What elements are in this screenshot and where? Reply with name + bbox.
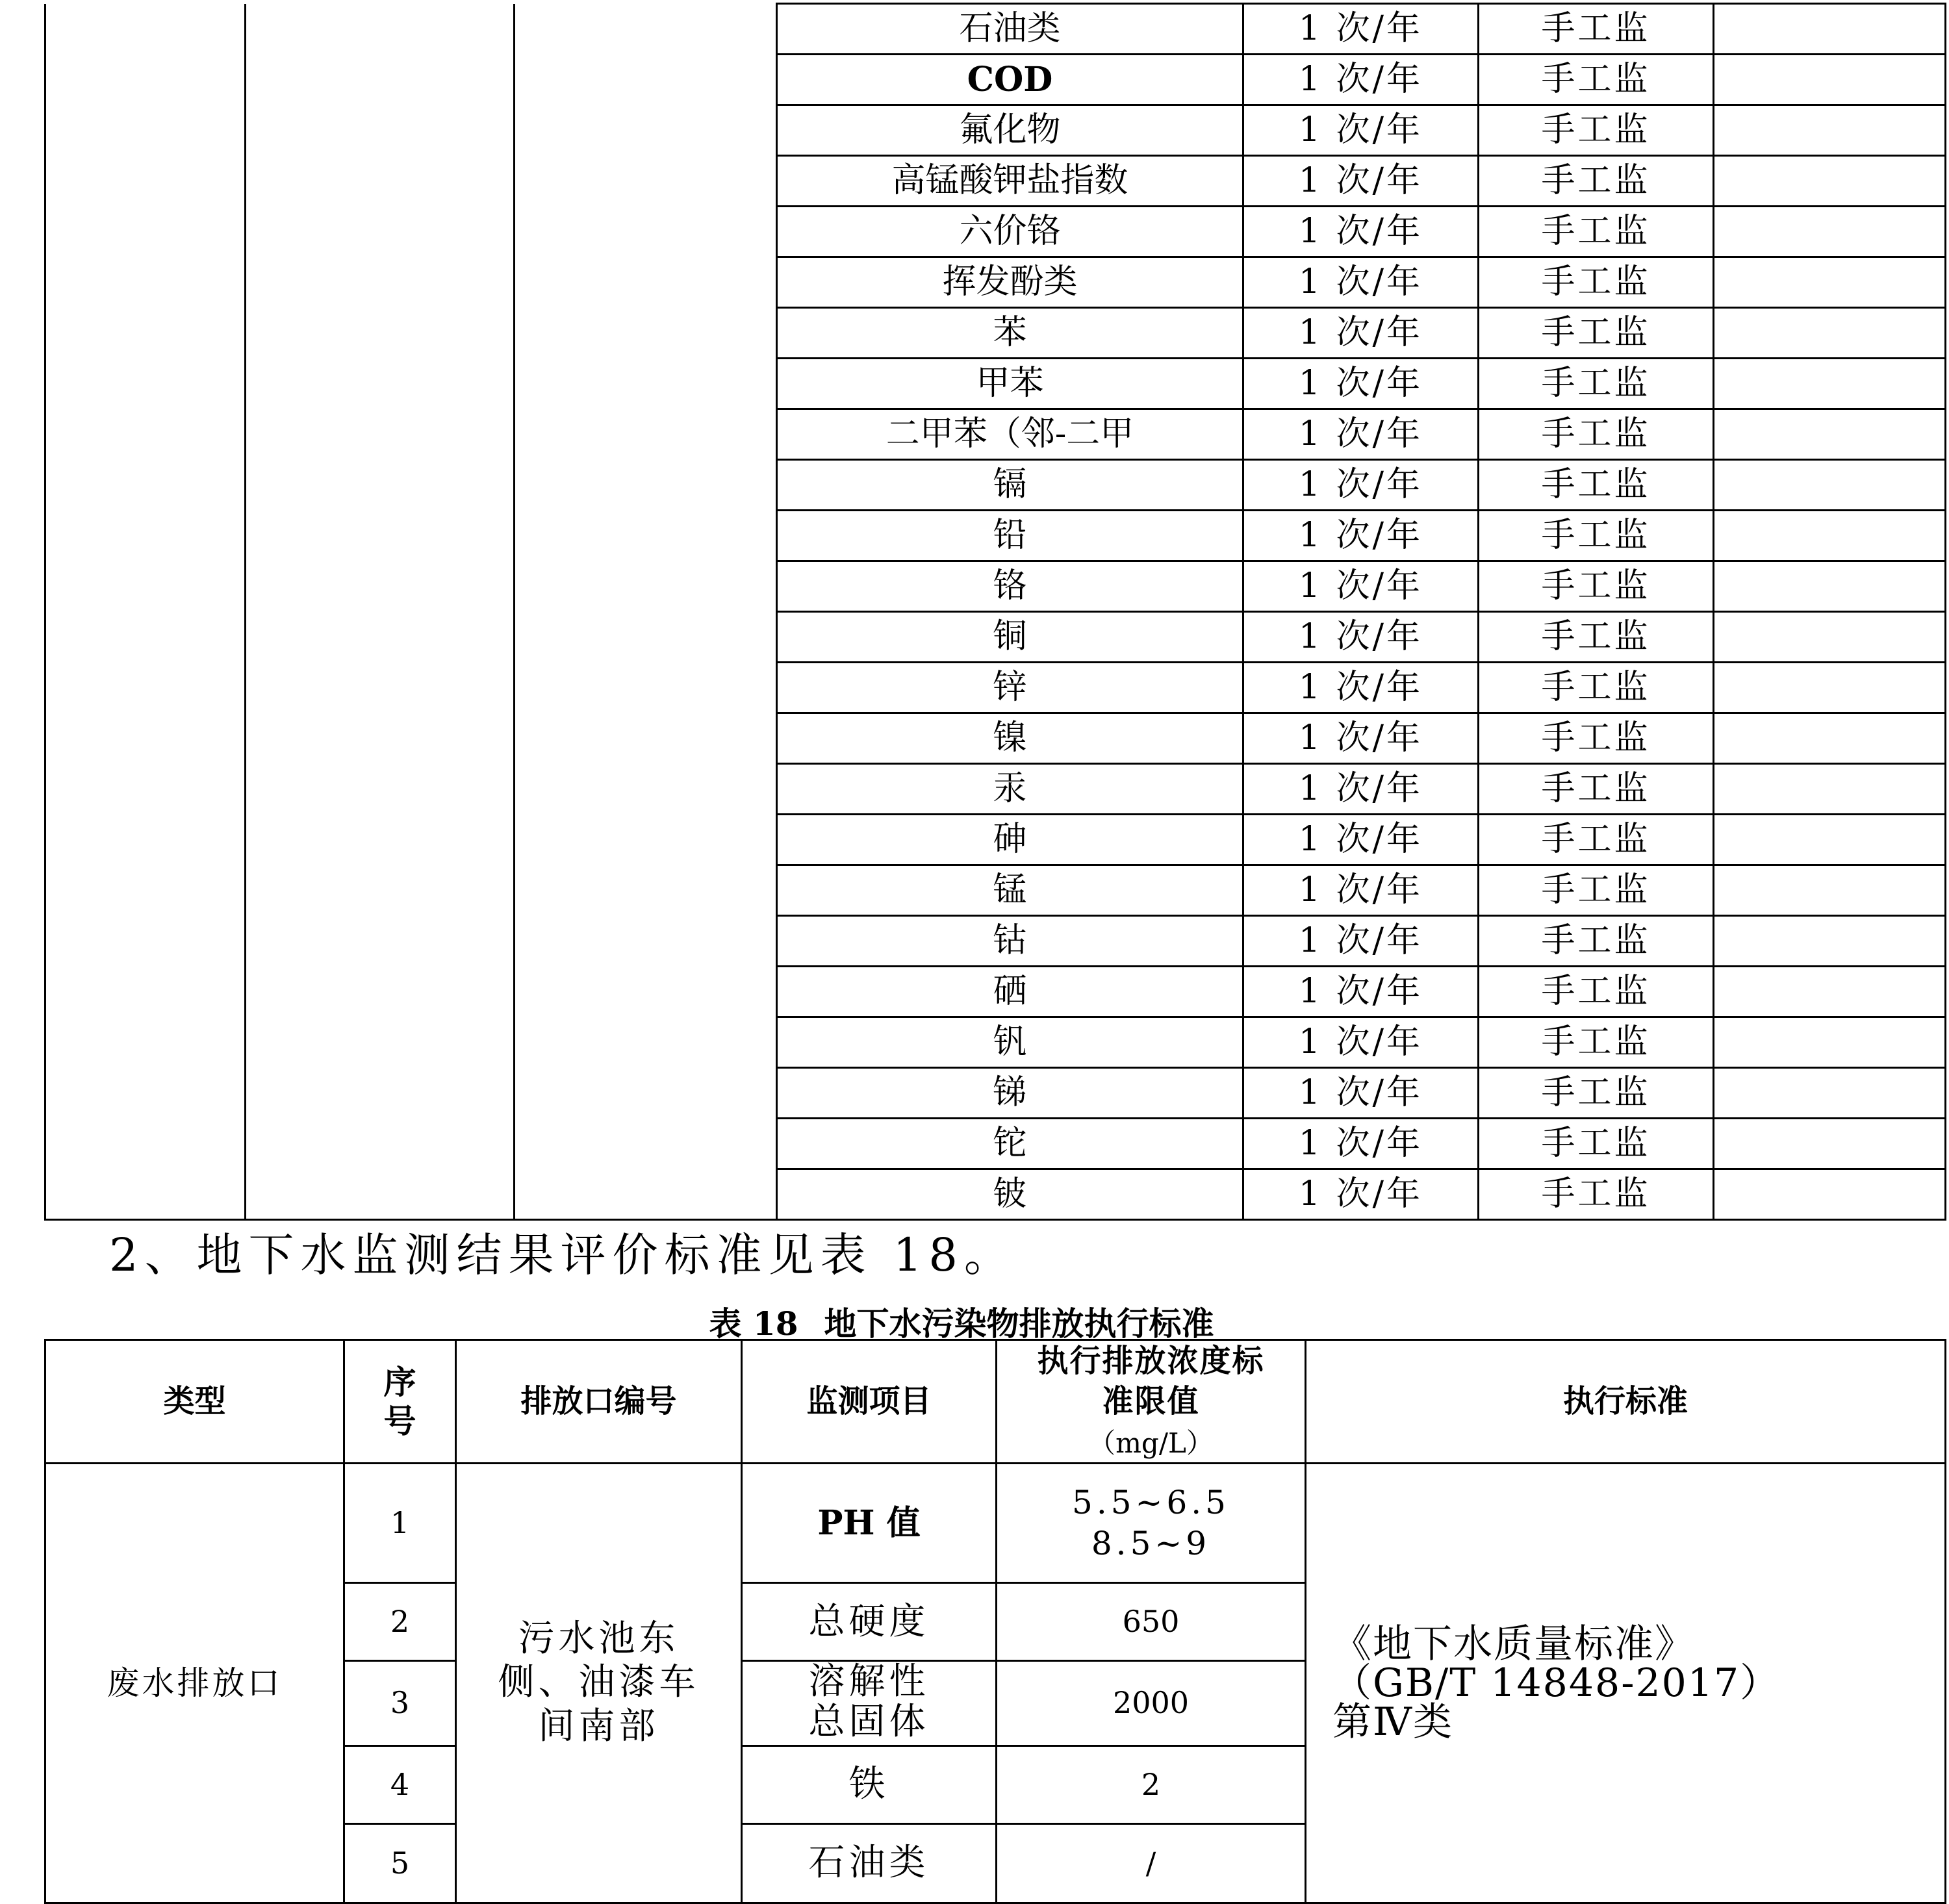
caption-number: 表 18: [709, 1304, 798, 1343]
header-outlet: 排放口编号: [456, 1340, 742, 1464]
item-value: 溶解性总固体: [808, 1660, 930, 1743]
empty-cell: [1714, 156, 1946, 207]
method-cell: 手工监: [1479, 764, 1714, 815]
method-cell: 手工监: [1479, 1169, 1714, 1220]
empty-cell: [1714, 612, 1946, 663]
empty-cell: [1714, 207, 1946, 257]
empty-cell: [1714, 967, 1946, 1017]
limit-cell: 2000: [997, 1661, 1306, 1746]
item-cell: 锌: [777, 663, 1243, 713]
method-cell: 手工监: [1479, 207, 1714, 257]
frequency-cell: 1 次/年: [1243, 460, 1479, 511]
item-cell: 苯: [777, 308, 1243, 359]
empty-cell: [1714, 815, 1946, 865]
method-cell: 手工监: [1479, 916, 1714, 967]
ph-range-b: 8.5~9: [1091, 1524, 1211, 1562]
method-cell: 手工监: [1479, 1068, 1714, 1119]
method-cell: 手工监: [1479, 359, 1714, 409]
header-limit-label: 执行排放浓度标准限值: [1037, 1343, 1265, 1420]
frequency-cell: 1 次/年: [1243, 561, 1479, 612]
method-cell: 手工监: [1479, 105, 1714, 156]
empty-cell: [1714, 916, 1946, 967]
frequency-cell: 1 次/年: [1243, 156, 1479, 207]
item-cell: [742, 1661, 997, 1746]
item-cell: 锑: [777, 1068, 1243, 1119]
limit-cell: 2: [997, 1745, 1306, 1823]
empty-cell: [1714, 764, 1946, 815]
frequency-cell: 1 次/年: [1243, 1068, 1479, 1119]
empty-cell: [1714, 663, 1946, 713]
item-cell: 六价铬: [777, 207, 1243, 257]
seq-cell: 5: [344, 1823, 456, 1903]
method-cell: 手工监: [1479, 257, 1714, 308]
seq-cell: 3: [344, 1661, 456, 1746]
method-cell: 手工监: [1479, 308, 1714, 359]
frequency-cell: 1 次/年: [1243, 967, 1479, 1017]
method-cell: 手工监: [1479, 156, 1714, 207]
standard-line3: 第Ⅳ类: [1332, 1699, 1453, 1745]
seq-cell: 1: [344, 1464, 456, 1583]
limit-cell: 650: [997, 1583, 1306, 1661]
method-cell: 手工监: [1479, 663, 1714, 713]
header-limit: [997, 1340, 1306, 1464]
header-item: 监测项目: [742, 1340, 997, 1464]
frequency-cell: 1 次/年: [1243, 815, 1479, 865]
method-cell: 手工监: [1479, 4, 1714, 55]
merged-blank-cell: [515, 4, 777, 1220]
frequency-cell: 1 次/年: [1243, 916, 1479, 967]
method-cell: 手工监: [1479, 612, 1714, 663]
item-cell: 砷: [777, 815, 1243, 865]
section-sentence: 2、地下水监测结果评价标准见表 18。: [109, 1228, 1016, 1282]
outlet-cell: [456, 1464, 742, 1903]
header-type: 类型: [45, 1340, 344, 1464]
ph-range-a: 5.5~6.5: [1072, 1484, 1230, 1522]
item-cell: 镉: [777, 460, 1243, 511]
header-row: [45, 1340, 1946, 1464]
item-cell: 高锰酸钾盐指数: [777, 156, 1243, 207]
empty-cell: [1714, 105, 1946, 156]
frequency-cell: 1 次/年: [1243, 865, 1479, 916]
item-cell: 锰: [777, 865, 1243, 916]
frequency-cell: 1 次/年: [1243, 511, 1479, 561]
method-cell: 手工监: [1479, 1119, 1714, 1169]
empty-cell: [1714, 409, 1946, 460]
method-cell: 手工监: [1479, 865, 1714, 916]
empty-cell: [1714, 1017, 1946, 1068]
table-row: [45, 1464, 1946, 1583]
empty-cell: [1714, 1169, 1946, 1220]
header-limit-unit: （mg/L）: [1088, 1427, 1214, 1459]
frequency-cell: 1 次/年: [1243, 55, 1479, 105]
item-cell: 铜: [777, 612, 1243, 663]
seq-cell: 4: [344, 1745, 456, 1823]
item-cell: 二甲苯（邻-二甲: [777, 409, 1243, 460]
frequency-cell: 1 次/年: [1243, 612, 1479, 663]
item-cell: 挥发酚类: [777, 257, 1243, 308]
item-cell: 甲苯: [777, 359, 1243, 409]
item-cell: 石油类: [742, 1823, 997, 1903]
empty-cell: [1714, 1119, 1946, 1169]
header-seq-label: 序号: [383, 1362, 416, 1440]
standard-line2: （GB/T 14848-2017）: [1332, 1660, 1781, 1706]
frequency-cell: 1 次/年: [1243, 207, 1479, 257]
empty-cell: [1714, 359, 1946, 409]
empty-cell: [1714, 1068, 1946, 1119]
item-cell: 镍: [777, 713, 1243, 764]
item-cell: PH 值: [742, 1464, 997, 1583]
item-cell: COD: [777, 55, 1243, 105]
frequency-cell: 1 次/年: [1243, 1119, 1479, 1169]
method-cell: 手工监: [1479, 1017, 1714, 1068]
merged-blank-cell: [246, 4, 515, 1220]
standard-cell: [1306, 1464, 1946, 1903]
limit-cell: /: [997, 1823, 1306, 1903]
header-seq: [344, 1340, 456, 1464]
frequency-cell: 1 次/年: [1243, 1169, 1479, 1220]
standard-line1: 《地下水质量标准》: [1332, 1621, 1695, 1667]
method-cell: 手工监: [1479, 815, 1714, 865]
item-cell: 铍: [777, 1169, 1243, 1220]
frequency-cell: 1 次/年: [1243, 257, 1479, 308]
empty-cell: [1714, 511, 1946, 561]
caption-title: 地下水污染物排放执行标准: [824, 1304, 1214, 1343]
empty-cell: [1714, 4, 1946, 55]
frequency-cell: 1 次/年: [1243, 713, 1479, 764]
method-cell: 手工监: [1479, 511, 1714, 561]
frequency-cell: 1 次/年: [1243, 105, 1479, 156]
merged-blank-cell: [45, 4, 246, 1220]
type-cell: 废水排放口: [45, 1464, 344, 1903]
frequency-cell: 1 次/年: [1243, 764, 1479, 815]
empty-cell: [1714, 257, 1946, 308]
item-cell: 总硬度: [742, 1583, 997, 1661]
outlet-value: 污水池东侧、油漆车间南部: [498, 1618, 700, 1747]
item-cell: 硒: [777, 967, 1243, 1017]
item-cell: 钴: [777, 916, 1243, 967]
method-cell: 手工监: [1479, 561, 1714, 612]
method-cell: 手工监: [1479, 967, 1714, 1017]
method-cell: 手工监: [1479, 55, 1714, 105]
empty-cell: [1714, 55, 1946, 105]
frequency-cell: 1 次/年: [1243, 308, 1479, 359]
frequency-cell: 1 次/年: [1243, 1017, 1479, 1068]
method-cell: 手工监: [1479, 713, 1714, 764]
frequency-cell: 1 次/年: [1243, 4, 1479, 55]
empty-cell: [1714, 460, 1946, 511]
table-row: [45, 4, 1946, 55]
frequency-cell: 1 次/年: [1243, 663, 1479, 713]
monitoring-table-continued: [44, 3, 1946, 1221]
item-cell: 汞: [777, 764, 1243, 815]
item-cell: 铅: [777, 511, 1243, 561]
empty-cell: [1714, 561, 1946, 612]
empty-cell: [1714, 308, 1946, 359]
limit-cell: [997, 1464, 1306, 1583]
empty-cell: [1714, 865, 1946, 916]
item-cell: 钒: [777, 1017, 1243, 1068]
empty-cell: [1714, 713, 1946, 764]
item-cell: 石油类: [777, 4, 1243, 55]
frequency-cell: 1 次/年: [1243, 359, 1479, 409]
item-cell: 铬: [777, 561, 1243, 612]
method-cell: 手工监: [1479, 409, 1714, 460]
method-cell: 手工监: [1479, 460, 1714, 511]
header-standard: 执行标准: [1306, 1340, 1946, 1464]
item-cell: 铁: [742, 1745, 997, 1823]
seq-cell: 2: [344, 1583, 456, 1661]
table-caption: [0, 1298, 1949, 1345]
groundwater-standard-table: [44, 1339, 1946, 1904]
item-cell: 铊: [777, 1119, 1243, 1169]
item-cell: 氟化物: [777, 105, 1243, 156]
frequency-cell: 1 次/年: [1243, 409, 1479, 460]
